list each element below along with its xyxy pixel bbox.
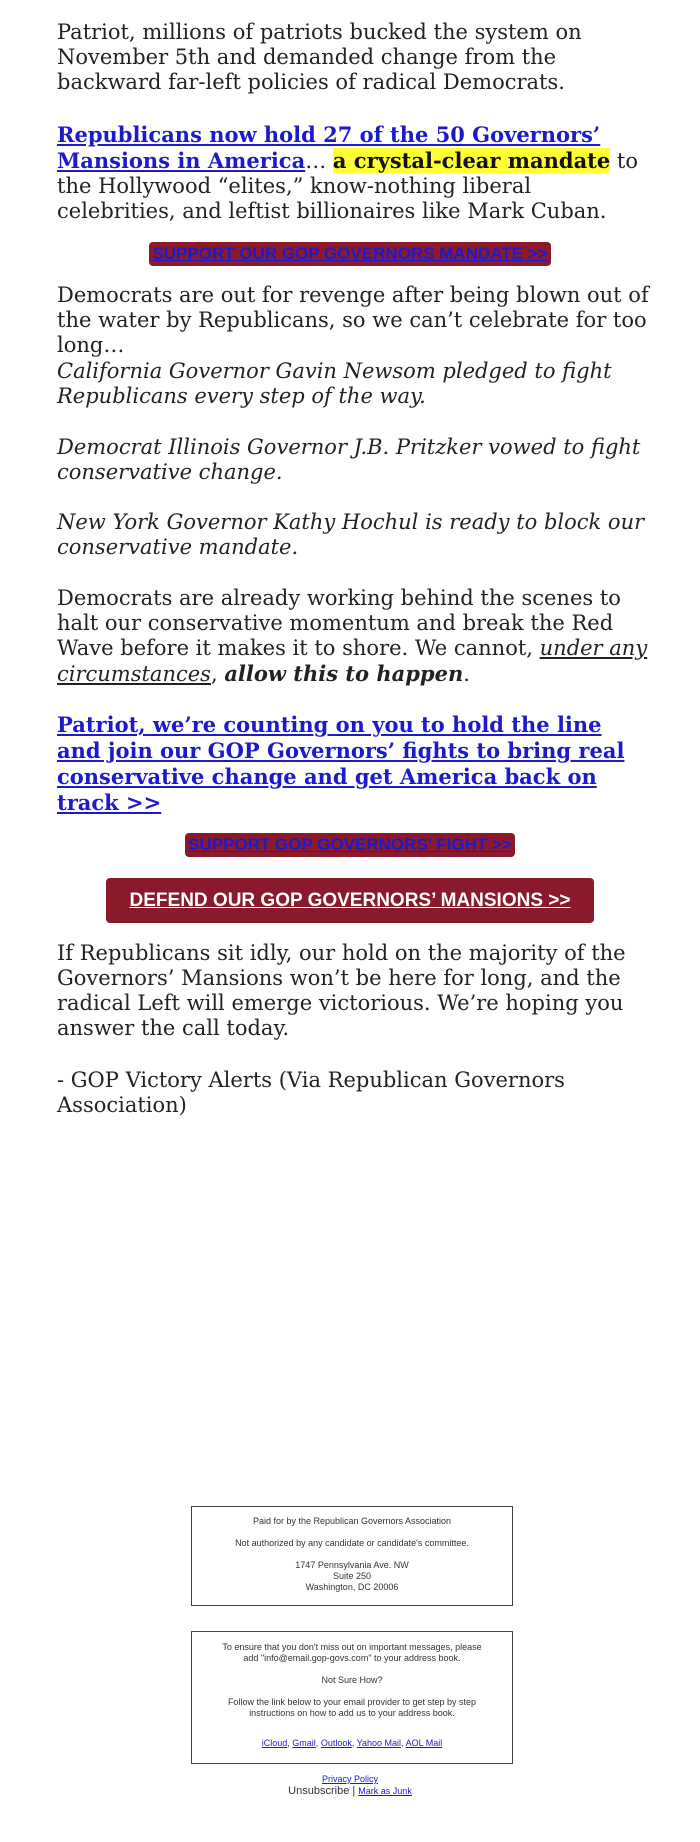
follow-line-1: Follow the link below to your email provider to get step by step	[227, 1697, 477, 1707]
mark-as-junk-link[interactable]: Mark as Junk	[358, 1786, 412, 1796]
hold-the-line-link[interactable]: Patriot, we’re counting on you to hold the line and join our GOP Governors’ fights to bring real conservative change and get America back on track >>	[57, 712, 625, 815]
defend-button-row	[0, 878, 700, 923]
intro-paragraph: Patriot, millions of patriots bucked the system on November 5th and demanded change from the backward far-left policies of radical Democrats.	[57, 20, 582, 94]
paid-for-text: Paid for by the Republican Governors Association	[252, 1516, 452, 1526]
signature: - GOP Victory Alerts (Via Republican Governors Association)	[57, 1068, 565, 1117]
aol-mail-link[interactable]: AOL Mail	[405, 1738, 443, 1748]
working-paragraph	[57, 586, 652, 687]
mandate-paragraph	[57, 122, 652, 224]
not-sure-text: Not Sure How?	[321, 1675, 383, 1685]
provider-links: iCloud, Gmail, Outlook, Yahoo Mail, AOL Mail	[261, 1738, 443, 1748]
outlook-link[interactable]: Outlook	[320, 1738, 352, 1748]
ensure-line-2: add "info@email.gop-govs.com" to your address book.	[243, 1653, 461, 1663]
revenge-paragraph: Democrats are out for revenge after being blown out of the water by Republicans, so we can’t celebrate for too long…	[57, 283, 649, 357]
support-mandate-button[interactable]: SUPPORT OUR GOP GOVERNORS MANDATE >>	[149, 242, 550, 266]
mandate-highlight: a crystal-clear mandate	[332, 148, 611, 173]
counting-paragraph	[57, 712, 652, 816]
working-underline: under any circumstances	[57, 636, 648, 686]
address-line-2: Suite 250	[332, 1571, 372, 1581]
governors-count-link[interactable]: Republicans now hold 27 of the 50 Governors’ Mansions in America	[57, 122, 601, 173]
not-authorized-text: Not authorized by any candidate or candidate's committee.	[235, 1538, 469, 1548]
working-end: .	[463, 662, 470, 686]
address-book-box	[191, 1631, 513, 1764]
working-comma: ,	[210, 662, 225, 686]
footer-separator: |	[352, 1785, 356, 1797]
address-line-1: 1747 Pennsylvania Ave. NW	[295, 1560, 409, 1570]
icloud-link[interactable]: iCloud	[261, 1738, 288, 1748]
unsubscribe-row	[0, 1785, 700, 1797]
address-line-3: Washington, DC 20006	[305, 1582, 399, 1592]
defend-mansions-button[interactable]: DEFEND OUR GOP GOVERNORS’ MANSIONS >>	[106, 878, 594, 923]
unsubscribe-text[interactable]: Unsubscribe	[288, 1785, 350, 1797]
fight-button-row	[0, 833, 700, 857]
pritzker-paragraph: Democrat Illinois Governor J.B. Pritzker vowed to fight conservative change.	[57, 435, 641, 484]
hochul-paragraph: New York Governor Kathy Hochul is ready to block our conservative mandate.	[57, 510, 645, 559]
mandate-rest: to the Hollywood “elites,” know-nothing liberal celebrities, and leftist billionaires like Mark Cuban.	[57, 149, 639, 223]
working-bold: allow this to happen	[224, 661, 464, 686]
ensure-line-1: To ensure that you don't miss out on important messages, please	[222, 1642, 482, 1652]
working-text: Democrats are already working behind the scenes to halt our conservative momentum and break the Red Wave before it makes it to shore. We cannot,	[57, 586, 621, 660]
privacy-row	[0, 1774, 700, 1784]
support-fight-button[interactable]: SUPPORT GOP GOVERNORS’ FIGHT >>	[185, 833, 515, 857]
mandate-button-row	[0, 242, 700, 266]
privacy-policy-link[interactable]: Privacy Policy	[321, 1774, 378, 1784]
idle-paragraph: If Republicans sit idly, our hold on the majority of the Governors’ Mansions won’t be here for long, and the radical Left will emerge victorious. We’re hoping you answer the call today.	[57, 941, 626, 1040]
follow-line-2: instructions on how to add us to your address book.	[249, 1708, 455, 1718]
yahoo-mail-link[interactable]: Yahoo Mail	[356, 1738, 402, 1748]
gmail-link[interactable]: Gmail	[292, 1738, 316, 1748]
newsom-paragraph: California Governor Gavin Newsom pledged to fight Republicans every step of the way.	[57, 359, 612, 408]
ellipsis: …	[305, 149, 333, 173]
disclaimer-box	[191, 1506, 513, 1606]
